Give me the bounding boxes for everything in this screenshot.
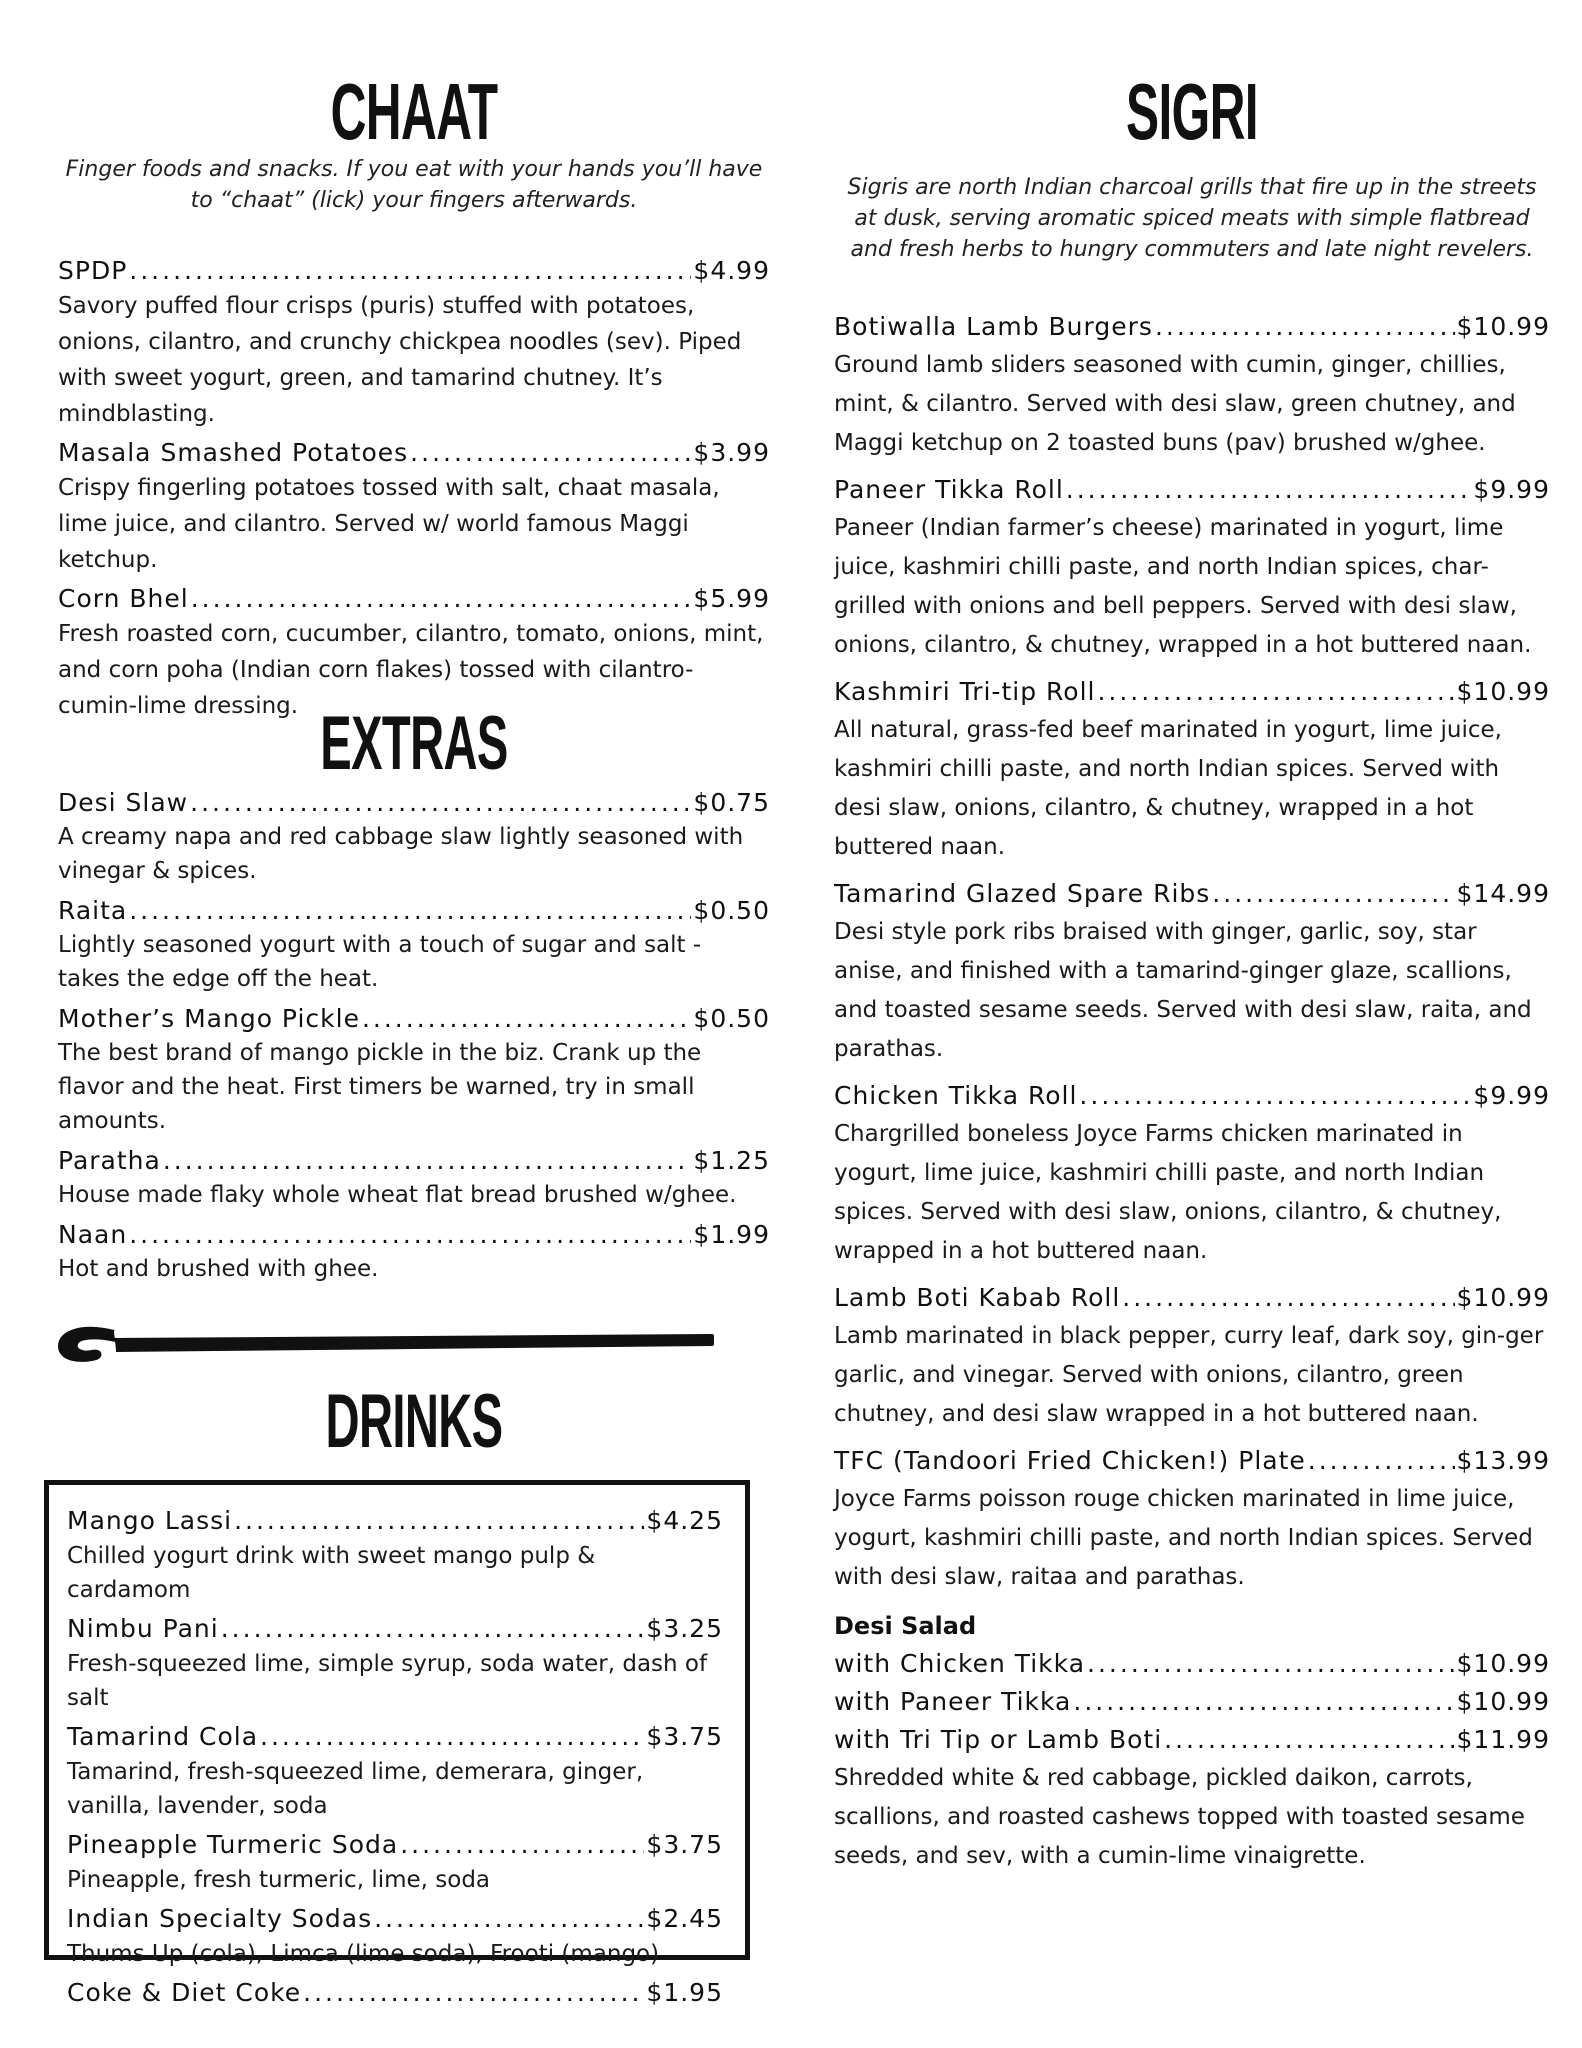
dot-leader [362,1002,691,1036]
menu-item [67,1827,723,1897]
menu-item [834,673,1550,867]
item-description: All natural, grass-fed beef marinated in yogurt, lime juice, kashmiri chilli paste, and north Indian spices. Served with desi slaw, onions, cilantro, & chutney, wrapped in a hot buttered naan. [834,717,1502,860]
salad-option [834,1721,1550,1759]
item-line [67,1719,723,1755]
item-description: Thums Up (cola), Limca (lime soda), Frooti (mango) [67,1941,660,1967]
dot-leader [129,254,691,288]
chaat-heading: CHAAT [330,67,498,156]
item-line [58,1218,770,1252]
item-price: $1.99 [693,1220,770,1249]
chaat-intro: Finger foods and snacks. If you eat with your hands you’ll have to “chaat” (lick) your fingers afterwards. [65,157,763,213]
dot-leader [1079,1077,1471,1115]
item-description: Chargrilled boneless Joyce Farms chicken marinated in yogurt, lime juice, kashmiri chilli paste, and north Indian spices. Served with desi slaw, onions, cilantro, & chutney, wrapped in a hot buttered naan. [834,1121,1502,1264]
dot-leader [374,1901,644,1937]
item-price: $5.99 [693,584,770,613]
menu-item [58,1218,770,1286]
item-name: TFC (Tandoori Fried Chicken!) Plate [834,1446,1306,1475]
item-line [58,436,770,470]
dot-leader [410,436,691,470]
item-price: $1.95 [646,1978,723,2007]
item-price: $14.99 [1456,879,1550,908]
dot-leader [191,582,692,616]
item-price: $10.99 [1456,677,1550,706]
menu-item [834,1442,1550,1597]
item-line [834,471,1550,509]
item-line [58,582,770,616]
item-name: Chicken Tikka Roll [834,1081,1078,1110]
menu-item [58,786,770,888]
dot-leader [1087,1645,1454,1683]
item-description: Shredded white & red cabbage, pickled daikon, carrots, scallions, and roasted cashews topped with toasted sesame seeds, and sev, with a cumin-lime vinaigrette. [834,1765,1525,1869]
dot-leader [163,1144,692,1178]
item-description: Pineapple, fresh turmeric, lime, soda [67,1867,491,1893]
item-line [834,1077,1550,1115]
item-description: Savory puffed flour crisps (puris) stuffed with potatoes, onions, cilantro, and crunchy chickpea noodles (sev). Piped with sweet yogurt, green, and tamarind chutney. It’s mindblasting. [58,293,742,427]
item-price: $10.99 [1456,1649,1550,1678]
menu-item [67,1901,723,1971]
item-price: $3.99 [693,438,770,467]
item-name: Tamarind Glazed Spare Ribs [834,879,1211,908]
dot-leader [1122,1279,1454,1317]
dot-leader [303,1975,644,2011]
item-price: $0.50 [693,1004,770,1033]
item-description: Lamb marinated in black pepper, curry leaf, dark soy, gin-ger garlic, and vinegar. Served with onions, cilantro, green chutney, and desi slaw wrapped in a hot buttered naan. [834,1323,1544,1427]
menu-item [58,1002,770,1138]
drinks-box [44,1480,750,2007]
dot-leader [1073,1683,1454,1721]
item-description: Desi style pork ribs braised with ginger, garlic, soy, star anise, and finished with a tamarind-ginger glaze, scallions, and toasted sesame seeds. Served with desi slaw, raita, and parathas. [834,919,1532,1062]
item-line [58,254,770,288]
menu-item [67,1719,723,1823]
item-description: Fresh roasted corn, cucumber, cilantro, tomato, onions, mint, and corn poha (Indian corn flakes) tossed with cilantro-cumin-lime dressing. [58,621,764,719]
item-description: The best brand of mango pickle in the biz. Crank up the flavor and the heat. First timers be warned, try in small amounts. [58,1040,702,1134]
item-price: $4.99 [693,256,770,285]
item-line [67,1611,723,1647]
item-description: Ground lamb sliders seasoned with cumin, ginger, chillies, mint, & cilantro. Served with desi slaw, green chutney, and Maggi ketchup on 2 toasted buns (pav) brushed w/ghee. [834,352,1516,456]
item-line [834,875,1550,913]
item-line [67,1975,723,2011]
dot-leader [400,1827,644,1863]
desi-salad [834,1607,1550,1876]
item-line [834,308,1550,346]
item-name: Tamarind Cola [67,1722,259,1751]
item-description: Chilled yogurt drink with sweet mango pulp & cardamom [67,1543,596,1603]
dot-leader [129,1218,691,1252]
item-description: Paneer (Indian farmer’s cheese) marinated in yogurt, lime juice, kashmiri chilli paste, and north Indian spices, char-grilled with onions and bell peppers. Served with desi slaw, onions, cilantro, & chutney, wrapped in a hot buttered naan. [834,515,1532,658]
dot-leader [234,1503,644,1539]
item-description: Lightly seasoned yogurt with a touch of sugar and salt - takes the edge off the heat. [58,932,702,992]
extras-heading: EXTRAS [320,701,508,786]
item-description: A creamy napa and red cabbage slaw lightly seasoned with vinegar & spices. [58,824,744,884]
menu-item [58,894,770,996]
item-description: House made flaky whole wheat flat bread brushed w/ghee. [58,1182,737,1208]
dot-leader [1164,1721,1454,1759]
menu-item [834,1279,1550,1434]
menu-item [58,1144,770,1212]
item-price: $10.99 [1456,1283,1550,1312]
menu-item [67,1611,723,1715]
item-name: Kashmiri Tri-tip Roll [834,677,1096,706]
item-price: $11.99 [1456,1725,1550,1754]
item-price: $9.99 [1473,1081,1550,1110]
item-price: $10.99 [1456,312,1550,341]
salad-option [834,1645,1550,1683]
item-name: Botiwalla Lamb Burgers [834,312,1153,341]
item-price: $3.25 [646,1614,723,1643]
item-line [58,894,770,928]
chaat-list [58,254,770,724]
item-line [58,786,770,820]
item-name: Paneer Tikka Roll [834,475,1064,504]
item-line [67,1901,723,1937]
item-line [67,1503,723,1539]
item-name: Naan [58,1220,128,1249]
dot-leader [129,894,691,928]
item-price: $1.25 [693,1146,770,1175]
item-name: Lamb Boti Kabab Roll [834,1283,1121,1312]
item-name: Indian Specialty Sodas [67,1904,373,1933]
item-description: Tamarind, fresh-squeezed lime, demerara, ginger, vanilla, lavender, soda [67,1759,644,1819]
item-description: Joyce Farms poisson rouge chicken marinated in lime juice, yogurt, kashmiri chilli paste, and north Indian spices. Served with desi slaw, raitaa and parathas. [834,1486,1533,1590]
dot-leader [1212,875,1454,913]
item-price: $0.50 [693,896,770,925]
item-line [834,1442,1550,1480]
menu-item [834,471,1550,665]
menu-item [834,875,1550,1069]
item-name: with Chicken Tikka [834,1649,1086,1678]
item-name: Desi Slaw [58,788,189,817]
dot-leader [221,1611,645,1647]
salad-option [834,1683,1550,1721]
menu-item [67,1503,723,1607]
extras-list [58,786,770,1286]
item-price: $13.99 [1456,1446,1550,1475]
item-line [834,1279,1550,1317]
dot-leader [1308,1442,1455,1480]
item-description: Crispy fingerling potatoes tossed with salt, chaat masala, lime juice, and cilantro. Served w/ world famous Maggi ketchup. [58,475,720,573]
dot-leader [1066,471,1472,509]
item-price: $3.75 [646,1722,723,1751]
dot-leader [190,786,691,820]
item-name: Coke & Diet Coke [67,1978,302,2007]
item-name: Mother’s Mango Pickle [58,1004,360,1033]
item-line [58,1002,770,1036]
item-line [834,673,1550,711]
drinks-heading: DRINKS [325,1379,503,1464]
sigri-intro: Sigris are north Indian charcoal grills that fire up in the streets at dusk, serving aromatic spiced meats with simple flatbread and fresh herbs to hungry commuters and late night revelers. [847,175,1537,262]
item-name: with Tri Tip or Lamb Boti [834,1725,1163,1754]
item-line [67,1827,723,1863]
dot-leader [260,1719,644,1755]
item-price: $3.75 [646,1830,723,1859]
sigri-heading: SIGRI [1126,67,1258,156]
menu-item [834,308,1550,463]
dot-leader [1155,308,1455,346]
item-name: Corn Bhel [58,584,189,613]
salad-name: Desi Salad [834,1612,977,1640]
item-name: Masala Smashed Potatoes [58,438,409,467]
item-price: $4.25 [646,1506,723,1535]
item-price: $0.75 [693,788,770,817]
item-line [58,1144,770,1178]
item-price: $9.99 [1473,475,1550,504]
menu-item [67,1975,723,2011]
menu-item [834,1077,1550,1271]
menu-item [58,254,770,432]
sigri-list [834,308,1550,1876]
item-name: Pineapple Turmeric Soda [67,1830,399,1859]
item-price: $10.99 [1456,1687,1550,1716]
item-price: $2.45 [646,1904,723,1933]
item-name: Mango Lassi [67,1506,233,1535]
dot-leader [1097,673,1454,711]
item-name: with Paneer Tikka [834,1687,1072,1716]
item-name: Raita [58,896,128,925]
skewer-divider-icon [52,1310,732,1370]
item-description: Hot and brushed with ghee. [58,1256,379,1282]
item-name: SPDP [58,256,128,285]
item-name: Paratha [58,1146,161,1175]
item-name: Nimbu Pani [67,1614,219,1643]
item-description: Fresh-squeezed lime, simple syrup, soda water, dash of salt [67,1651,708,1711]
menu-item [58,436,770,578]
